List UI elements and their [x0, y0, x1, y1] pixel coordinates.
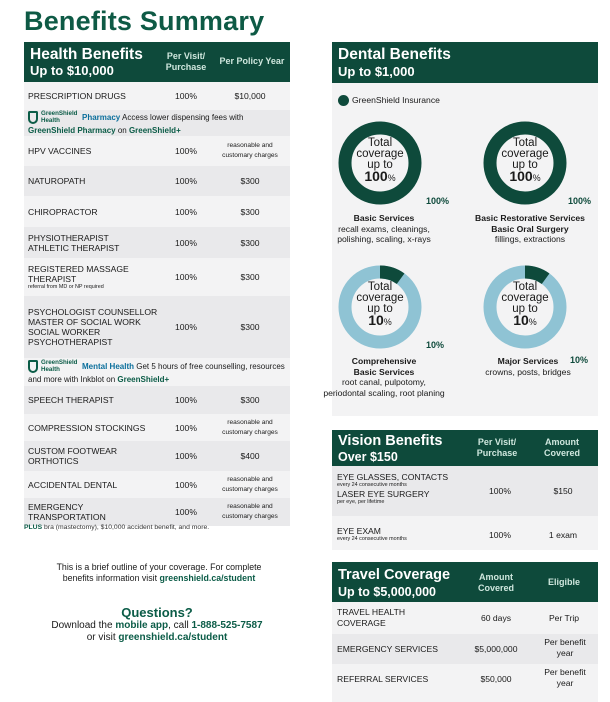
- donut-label-line: Total: [367, 137, 393, 149]
- service-title: Major Services: [497, 356, 559, 366]
- service-title: Basic Oral Surgery: [491, 223, 569, 234]
- travel-amount: 60 days: [480, 613, 512, 623]
- donut-label-line: up to: [512, 303, 538, 315]
- table-row: [24, 258, 290, 296]
- donut-percent-label: 100%: [568, 196, 592, 206]
- donut-label-line: Total: [512, 137, 538, 149]
- benefit-name: COMPRESSION STOCKINGS: [24, 414, 162, 441]
- travel-row: [332, 634, 598, 664]
- dental-service-caption: [322, 356, 446, 398]
- benefit-percent: 100%: [162, 296, 210, 358]
- benefit-name: NATUROPATH: [24, 166, 162, 196]
- travel-title: Travel Coverage: [338, 567, 451, 583]
- dental-service-caption: [468, 213, 592, 245]
- donut-value: 10%: [368, 312, 392, 328]
- benefit-percent: 100%: [162, 498, 210, 526]
- travel-amount: $5,000,000: [474, 644, 518, 654]
- mental-note-lead: Mental Health: [82, 362, 135, 372]
- table-row: [24, 498, 290, 526]
- service-title: Basic Services: [353, 213, 415, 223]
- donut-percent-label: 10%: [426, 340, 445, 350]
- vision-item-name: EYE GLASSES, CONTACTS: [337, 472, 449, 482]
- questions-block: [24, 605, 290, 644]
- donut-label-line: up to: [367, 159, 393, 171]
- donut-label-line: coverage: [356, 292, 404, 304]
- benefit-name: PSYCHOLOGIST COUNSELLOR MASTER OF SOCIAL WORK SOCIAL WORKER PSYCHOTHERAPIST: [24, 296, 162, 358]
- mental-note-text: Get 5 hours of free counselling, resources and more with Inkblot on: [28, 362, 285, 384]
- vision-amount: 1 exam: [548, 530, 578, 540]
- benefit-note: referral from MD or NP required: [28, 283, 104, 290]
- benefit-limit: $300: [210, 227, 290, 258]
- travel-eligible: Per benefit year: [544, 667, 586, 688]
- table-row: [24, 82, 290, 110]
- table-row: [24, 414, 290, 441]
- coverage-donut: [337, 120, 423, 206]
- table-row: [24, 471, 290, 498]
- donut-percent-label: 100%: [426, 196, 450, 206]
- travel-subtitle: Up to $5,000,000: [338, 585, 436, 599]
- benefit-limit: $300: [210, 386, 290, 414]
- questions-mid: , call: [168, 620, 192, 631]
- questions-pre: Download the: [51, 620, 116, 631]
- donut-center-label: [337, 282, 423, 328]
- vision-col-amount: Amount Covered: [543, 437, 580, 458]
- outline-link[interactable]: greenshield.ca/student: [159, 573, 256, 583]
- vision-row: [332, 516, 598, 550]
- benefit-limit: reasonable and customary charges: [210, 136, 290, 166]
- page-title: Benefits Summary: [24, 6, 265, 36]
- dental-legend: [338, 94, 440, 106]
- benefit-name: EMERGENCY TRANSPORTATION: [24, 498, 162, 526]
- service-title: Basic Services: [353, 366, 415, 377]
- benefit-limit: $300: [210, 196, 290, 227]
- benefit-percent: 100%: [162, 136, 210, 166]
- benefit-name: CHIROPRACTOR: [24, 196, 162, 227]
- health-title: Health Benefits: [30, 46, 143, 63]
- benefit-percent: 100%: [162, 166, 210, 196]
- dental-subtitle: Up to $1,000: [338, 64, 415, 79]
- health-benefits-table: [24, 82, 290, 526]
- service-description: fillings, extractions: [494, 234, 566, 244]
- benefit-name: REGISTERED MASSAGE THERAPIST: [28, 263, 129, 284]
- outline-text: [44, 562, 274, 584]
- benefit-percent: 100%: [162, 471, 210, 498]
- vision-percent: 100%: [489, 530, 511, 540]
- vision-item-note: every 24 consecutive months: [337, 482, 407, 488]
- vision-row-label: [337, 472, 448, 506]
- plus-note-lead: PLUS: [24, 524, 43, 531]
- travel-row: [332, 664, 598, 696]
- benefit-name: HPV VACCINES: [24, 136, 162, 166]
- questions-line2: [24, 632, 290, 644]
- benefit-limit: $10,000: [210, 82, 290, 110]
- benefit-limit: $400: [210, 441, 290, 471]
- service-description: recall exams, cleanings, polishing, scaling, x-rays: [337, 223, 431, 244]
- health-subtitle: Up to $10,000: [30, 63, 114, 78]
- pharmacy-note-text: Access lower dispensing fees with: [120, 113, 244, 123]
- vision-benefits-header: [332, 430, 598, 466]
- benefit-percent: 100%: [162, 196, 210, 227]
- vision-item-name: EYE EXAM: [337, 526, 381, 536]
- table-row: [24, 386, 290, 414]
- website-link[interactable]: greenshield.ca/student: [118, 632, 228, 643]
- vision-title: Vision Benefits: [338, 433, 443, 449]
- vision-col-per-visit: Per Visit/ Purchase: [476, 437, 518, 458]
- benefit-percent: 100%: [162, 258, 210, 296]
- benefit-name: CUSTOM FOOTWEAR ORTHOTICS: [24, 441, 162, 471]
- dental-benefits-header: [332, 42, 598, 83]
- vision-subtitle: Over $150: [338, 450, 398, 464]
- benefit-percent: 100%: [162, 82, 210, 110]
- benefit-percent: 100%: [162, 441, 210, 471]
- table-row: [24, 296, 290, 358]
- travel-coverage-header: [332, 562, 598, 602]
- benefit-name: ACCIDENTAL DENTAL: [24, 471, 162, 498]
- travel-amount: $50,000: [480, 674, 512, 684]
- dental-title: Dental Benefits: [338, 46, 451, 63]
- health-col-per-visit: Per Visit/ Purchase: [165, 51, 207, 72]
- donut-percent-label: 10%: [570, 355, 589, 365]
- table-row: [24, 227, 290, 258]
- vision-item-note2: per eye, per lifetime: [337, 499, 385, 505]
- pharmacy-note-mid: on: [115, 126, 129, 135]
- service-description: root canal, pulpotomy, periodontal scaling, root planing: [323, 377, 445, 398]
- benefit-limit: reasonable and customary charges: [210, 414, 290, 441]
- legend-label: GreenShield Insurance: [352, 95, 440, 105]
- donut-value: 100%: [509, 168, 541, 184]
- donut-center-label: [482, 138, 568, 184]
- travel-item-name: TRAVEL HEALTH COVERAGE: [337, 607, 406, 628]
- benefit-name: PRESCRIPTION DRUGS: [24, 82, 162, 110]
- donut-label-line: up to: [367, 303, 393, 315]
- table-row: [24, 166, 290, 196]
- dental-service-caption: [320, 213, 448, 245]
- travel-col-amount: Amount Covered: [477, 572, 514, 593]
- donut-label-line: coverage: [501, 292, 549, 304]
- travel-col-eligible: Eligible: [547, 577, 580, 587]
- travel-eligible: Per benefit year: [544, 637, 586, 658]
- benefit-limit: reasonable and customary charges: [210, 498, 290, 526]
- benefit-limit: reasonable and customary charges: [210, 471, 290, 498]
- benefit-limit: $300: [210, 166, 290, 196]
- outline-body: This is a brief outline of your coverage. For complete benefits information visit: [56, 562, 262, 583]
- benefit-percent: 100%: [162, 386, 210, 414]
- greenshield-logo-icon: GreenShield Health: [28, 110, 76, 126]
- coverage-donut: [482, 120, 568, 206]
- vision-row: [332, 466, 598, 516]
- questions-title: Questions?: [121, 605, 193, 620]
- donut-label-line: coverage: [501, 148, 549, 160]
- donut-label-line: Total: [367, 281, 393, 293]
- greenshield-logo-icon: GreenShield Health: [28, 359, 76, 375]
- pharmacy-note-row: [24, 110, 290, 136]
- table-row: [24, 441, 290, 471]
- pharmacy-note-brand: GreenShield Pharmacy: [28, 126, 116, 135]
- service-title: Comprehensive: [351, 356, 417, 366]
- benefit-limit: $300: [210, 258, 290, 296]
- mental-note-app: GreenShield+: [117, 375, 170, 384]
- table-row: [24, 136, 290, 166]
- benefit-name: PHYSIOTHERAPIST ATHLETIC THERAPIST: [24, 227, 162, 258]
- health-benefits-header: [24, 42, 290, 82]
- service-title: Basic Restorative Services: [475, 213, 585, 223]
- mobile-app-link[interactable]: mobile app: [115, 620, 169, 631]
- travel-eligible: Per Trip: [548, 613, 580, 623]
- vision-percent: 100%: [489, 486, 511, 496]
- travel-row: [332, 602, 598, 634]
- phone-link[interactable]: 1-888-525-7587: [191, 620, 263, 631]
- donut-value: 10%: [513, 312, 537, 328]
- plus-note-text: bra (mastectomy), $10,000 accident benefit, and more.: [42, 524, 210, 531]
- travel-item-name: REFERRAL SERVICES: [337, 674, 429, 684]
- plus-note: [24, 524, 209, 531]
- pharmacy-note-app: GreenShield+: [128, 126, 181, 135]
- vision-item-name2: LASER EYE SURGERY: [337, 489, 430, 499]
- donut-label-line: coverage: [356, 148, 404, 160]
- benefit-percent: 100%: [162, 227, 210, 258]
- benefit-name-cell: [24, 258, 162, 296]
- donut-center-label: [337, 138, 423, 184]
- donut-center-label: [482, 282, 568, 328]
- coverage-donut: [337, 264, 423, 350]
- pharmacy-note-lead: Pharmacy: [82, 113, 121, 123]
- vision-amount: $150: [553, 486, 573, 496]
- health-col-per-year: Per Policy Year: [219, 56, 285, 66]
- vision-item-note: every 24 consecutive months: [337, 536, 407, 542]
- donut-label-line: Total: [512, 281, 538, 293]
- benefit-limit: $300: [210, 296, 290, 358]
- mental-health-note-row: [24, 358, 290, 386]
- questions-line1: [24, 620, 290, 632]
- coverage-donut: [482, 264, 568, 350]
- table-row: [24, 196, 290, 227]
- questions-pre2: or visit: [86, 632, 119, 643]
- benefit-percent: 100%: [162, 414, 210, 441]
- dental-service-caption: [470, 355, 589, 377]
- donut-label-line: up to: [512, 159, 538, 171]
- vision-row-label: [337, 526, 407, 543]
- service-description: crowns, posts, bridges: [485, 366, 571, 377]
- benefit-name: SPEECH THERAPIST: [24, 386, 162, 414]
- travel-item-name: EMERGENCY SERVICES: [337, 644, 438, 654]
- legend-swatch-icon: [338, 95, 349, 106]
- donut-value: 100%: [364, 168, 396, 184]
